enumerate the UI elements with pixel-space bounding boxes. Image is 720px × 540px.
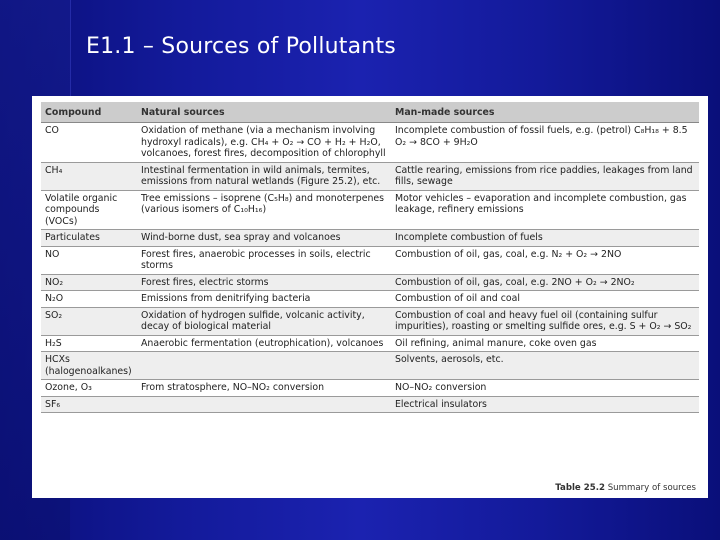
table-row — [41, 246, 699, 274]
slide-divider-line — [70, 0, 71, 100]
cell-natural: Intestinal fermentation in wild animals, termites, emissions from natural wetlands (Figure 25.2), etc. — [137, 162, 391, 190]
cell-compound: SO₂ — [41, 307, 137, 335]
table-row — [41, 291, 699, 308]
cell-natural: Oxidation of hydrogen sulfide, volcanic activity, decay of biological material — [137, 307, 391, 335]
cell-compound: SF₆ — [41, 396, 137, 413]
cell-natural: Wind-borne dust, sea spray and volcanoes — [137, 230, 391, 247]
cell-natural: Forest fires, anaerobic processes in soils, electric storms — [137, 246, 391, 274]
cell-compound: NO — [41, 246, 137, 274]
cell-compound: CH₄ — [41, 162, 137, 190]
cell-natural — [137, 396, 391, 413]
table-header-row — [41, 102, 699, 123]
table-row — [41, 230, 699, 247]
cell-natural: Emissions from denitrifying bacteria — [137, 291, 391, 308]
table-row — [41, 380, 699, 397]
cell-compound: N₂O — [41, 291, 137, 308]
cell-natural: Tree emissions – isoprene (C₅H₈) and monoterpenes (various isomers of C₁₀H₁₆) — [137, 190, 391, 230]
cell-natural: Oxidation of methane (via a mechanism involving hydroxyl radicals), e.g. CH₄ + O₂ → CO + H₂ + H₂O, volcanoes, forest fires, decomposition of chlorophyll — [137, 123, 391, 163]
cell-manmade: Oil refining, animal manure, coke oven gas — [391, 335, 699, 352]
cell-manmade: Combustion of oil and coal — [391, 291, 699, 308]
cell-manmade: Combustion of coal and heavy fuel oil (containing sulfur impurities), roasting or smelting sulfide ores, e.g. S + O₂ → SO₂ — [391, 307, 699, 335]
cell-manmade: Combustion of oil, gas, coal, e.g. N₂ + O₂ → 2NO — [391, 246, 699, 274]
pollutant-sources-table — [41, 102, 699, 413]
table-caption-text: Summary of sources — [604, 483, 696, 493]
cell-manmade: Incomplete combustion of fossil fuels, e.g. (petrol) C₈H₁₈ + 8.5 O₂ → 8CO + 9H₂O — [391, 123, 699, 163]
header-compound: Compound — [41, 102, 137, 123]
table-caption-number: Table 25.2 — [555, 483, 605, 493]
cell-compound: H₂S — [41, 335, 137, 352]
table-caption — [555, 483, 696, 493]
cell-manmade: Motor vehicles – evaporation and incomplete combustion, gas leakage, refinery emissions — [391, 190, 699, 230]
header-man-made-sources: Man-made sources — [391, 102, 699, 123]
cell-compound: HCXs (halogenoalkanes) — [41, 352, 137, 380]
cell-natural — [137, 352, 391, 380]
cell-natural: Forest fires, electric storms — [137, 274, 391, 291]
table-row — [41, 352, 699, 380]
cell-manmade: Combustion of oil, gas, coal, e.g. 2NO + O₂ → 2NO₂ — [391, 274, 699, 291]
header-natural-sources: Natural sources — [137, 102, 391, 123]
cell-manmade: Electrical insulators — [391, 396, 699, 413]
cell-compound: Particulates — [41, 230, 137, 247]
cell-natural: Anaerobic fermentation (eutrophication), volcanoes — [137, 335, 391, 352]
cell-compound: Volatile organic compounds (VOCs) — [41, 190, 137, 230]
cell-manmade: NO–NO₂ conversion — [391, 380, 699, 397]
table-row — [41, 123, 699, 163]
cell-compound: NO₂ — [41, 274, 137, 291]
cell-compound: Ozone, O₃ — [41, 380, 137, 397]
table-image — [32, 96, 708, 498]
cell-manmade: Cattle rearing, emissions from rice paddies, leakages from land fills, sewage — [391, 162, 699, 190]
table-row — [41, 396, 699, 413]
table-row — [41, 335, 699, 352]
table-row — [41, 162, 699, 190]
cell-manmade: Incomplete combustion of fuels — [391, 230, 699, 247]
cell-compound: CO — [41, 123, 137, 163]
cell-manmade: Solvents, aerosols, etc. — [391, 352, 699, 380]
cell-natural: From stratosphere, NO–NO₂ conversion — [137, 380, 391, 397]
table-row — [41, 190, 699, 230]
table-row — [41, 307, 699, 335]
slide-title: E1.1 – Sources of Pollutants — [86, 34, 396, 59]
table-row — [41, 274, 699, 291]
